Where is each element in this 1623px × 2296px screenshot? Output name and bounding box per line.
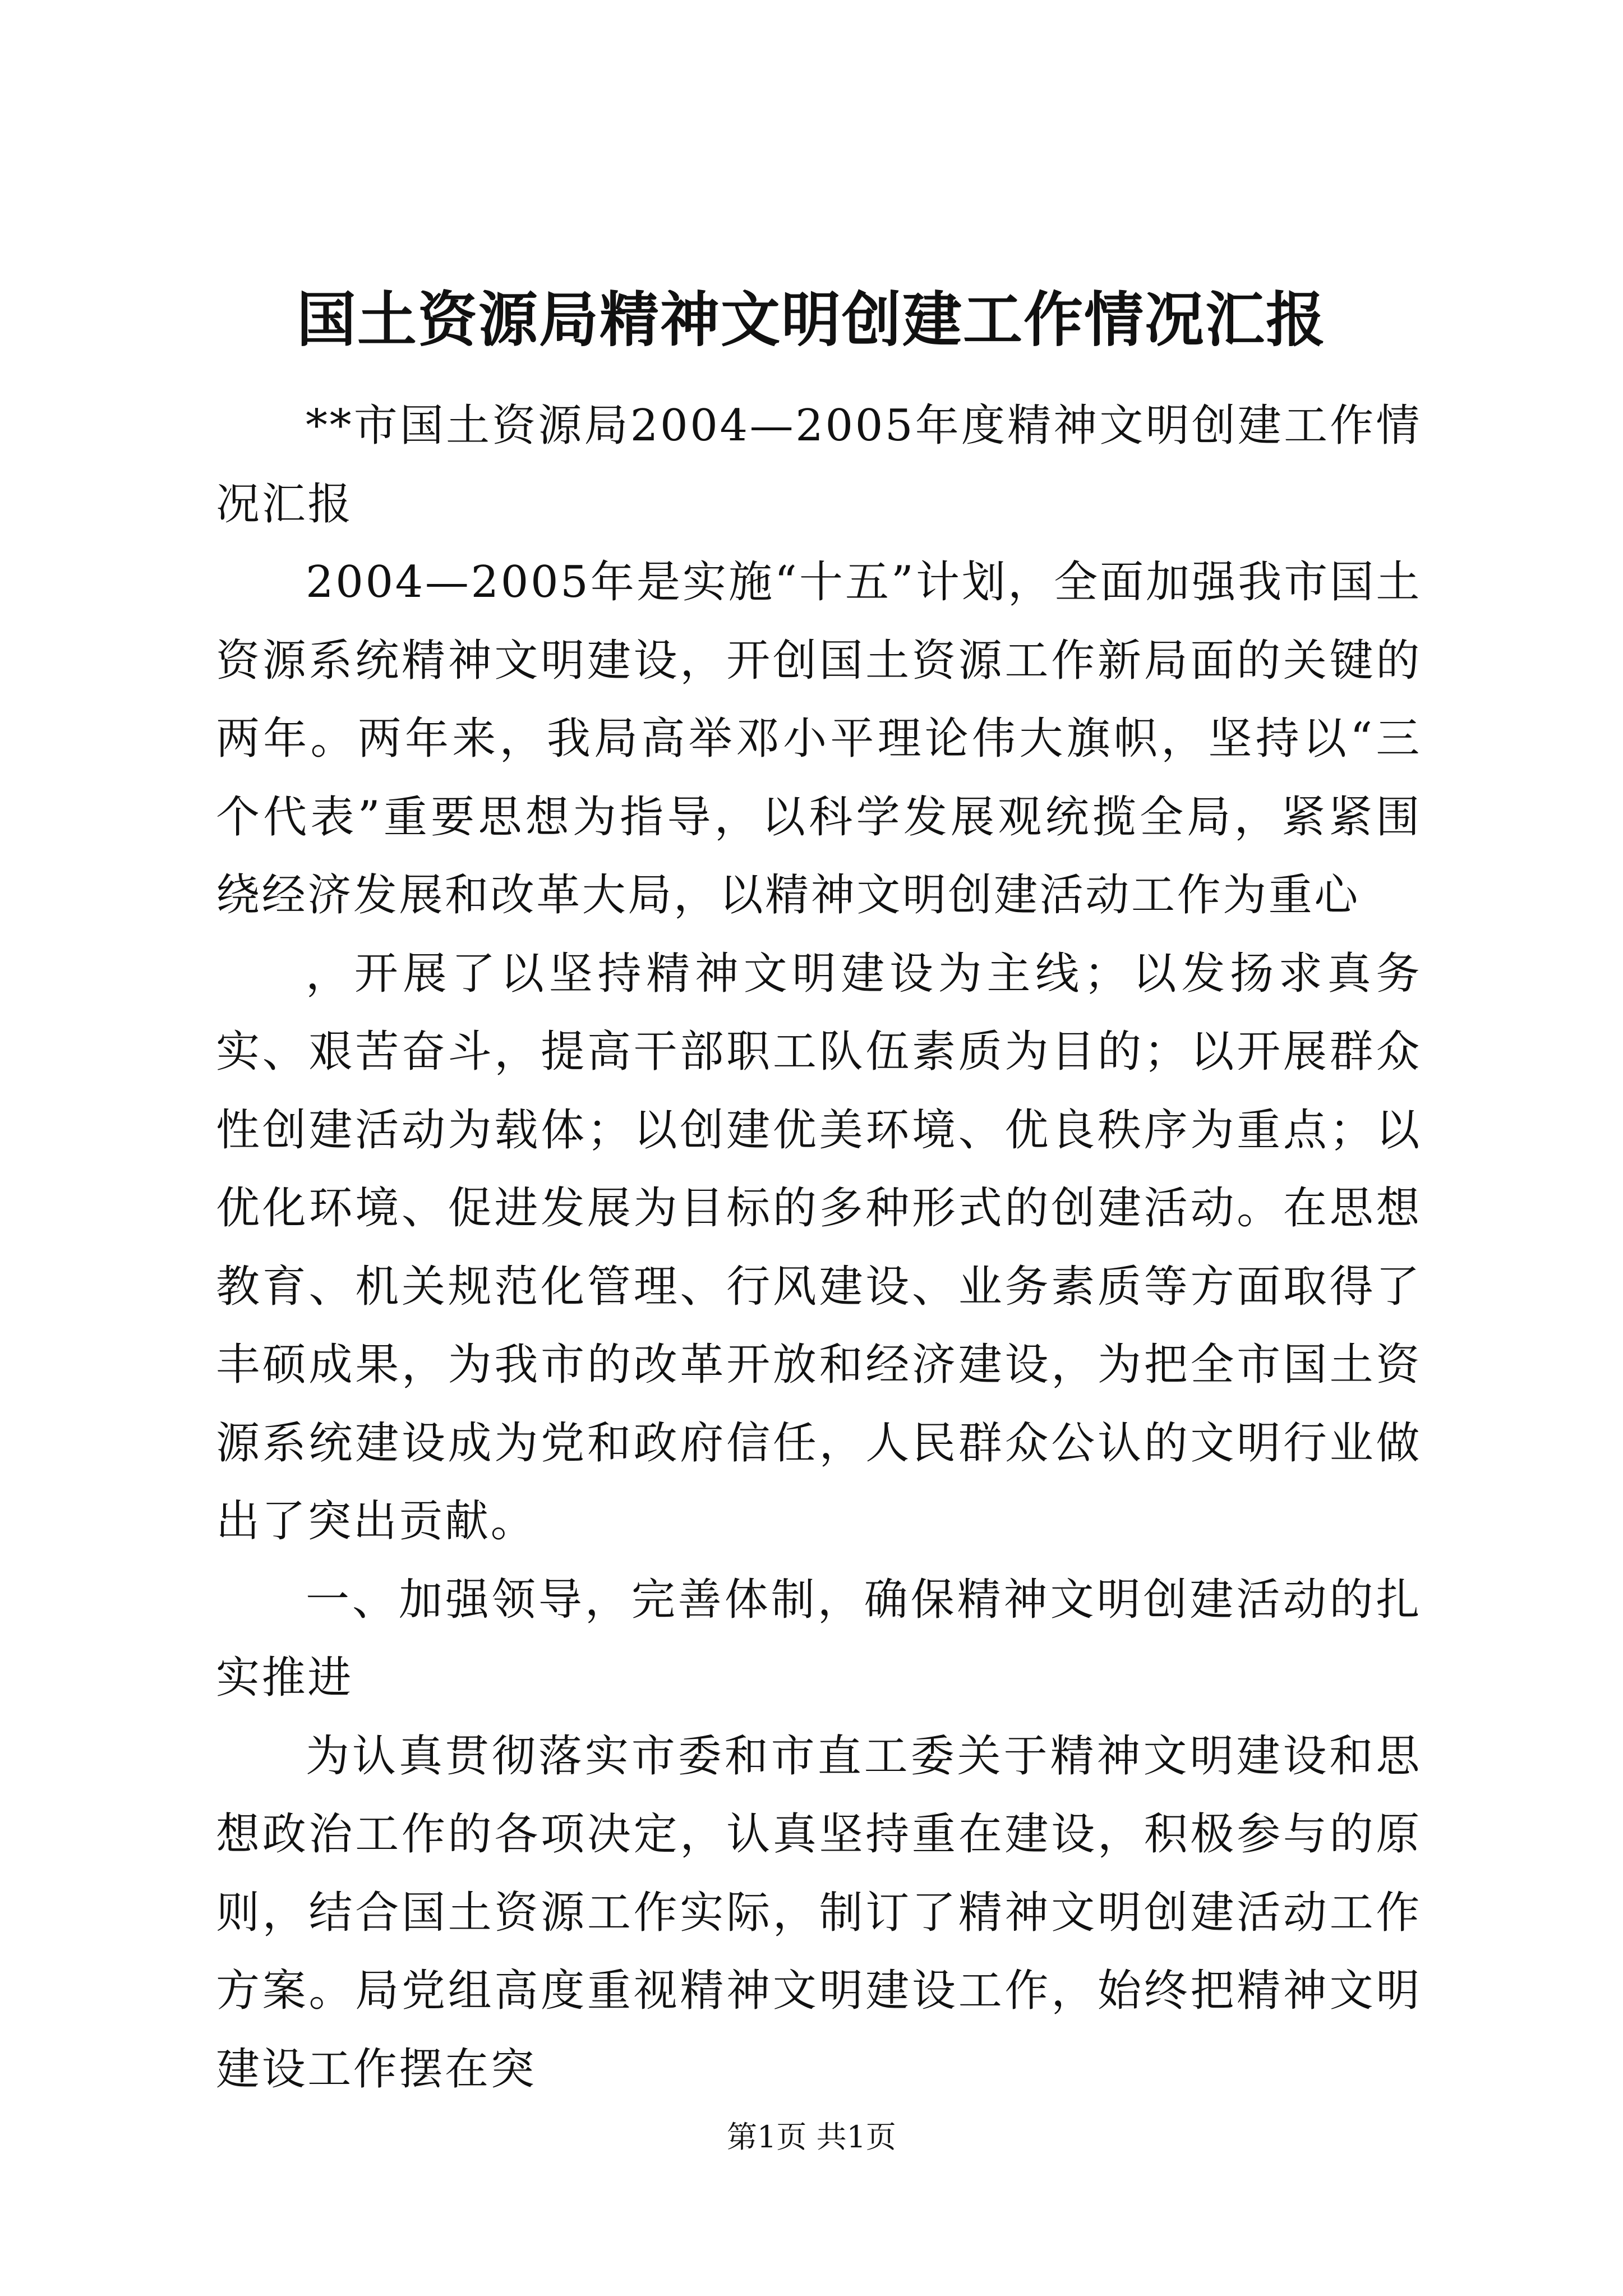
- document-body: [216, 387, 1422, 2109]
- document-title: 国土资源局精神文明创建工作情况汇报: [297, 284, 1326, 355]
- paragraph-section-1: 为认真贯彻落实市委和市直工委关于精神文明建设和思想政治工作的各项决定，认真坚持重在建设，积极参与的原则，结合国土资源工作实际，制订了精神文明创建活动工作方案。局党组高度重视精神文明建设工作，始终把精神文明建设工作摆在突: [216, 1731, 1422, 2095]
- paragraph-activities: ，开展了以坚持精神文明建设为主线；以发扬求真务实、艰苦奋斗，提高干部职工队伍素质为目的；以开展群众性创建活动为载体；以创建优美环境、优良秩序为重点；以优化环境、促进发展为目标的多种形式的创建活动。在思想教育、机关规范化管理、行风建设、业务素质等方面取得了丰硕成果，为我市的改革开放和经济建设，为把全市国土资源系统建设成为党和政府信任，人民群众公认的文明行业做出了突出贡献。: [216, 948, 1422, 1547]
- section-heading-1: 一、加强领导，完善体制，确保精神文明创建活动的扎实推进: [216, 1574, 1422, 1703]
- paragraph-intro: 2004—2005年是实施“十五”计划，全面加强我市国土资源系统精神文明建设，开创国土资源工作新局面的关键的两年。两年来，我局高举邓小平理论伟大旗帜，坚持以“三个代表”重要思想为指导，以科学发展观统揽全局，紧紧围绕经济发展和改革大局，以精神文明创建活动工作为重心: [216, 557, 1422, 921]
- page-footer: 第1页 共1页: [727, 2119, 896, 2155]
- paragraph-subtitle: **市国土资源局2004—2005年度精神文明创建工作情况汇报: [216, 401, 1422, 530]
